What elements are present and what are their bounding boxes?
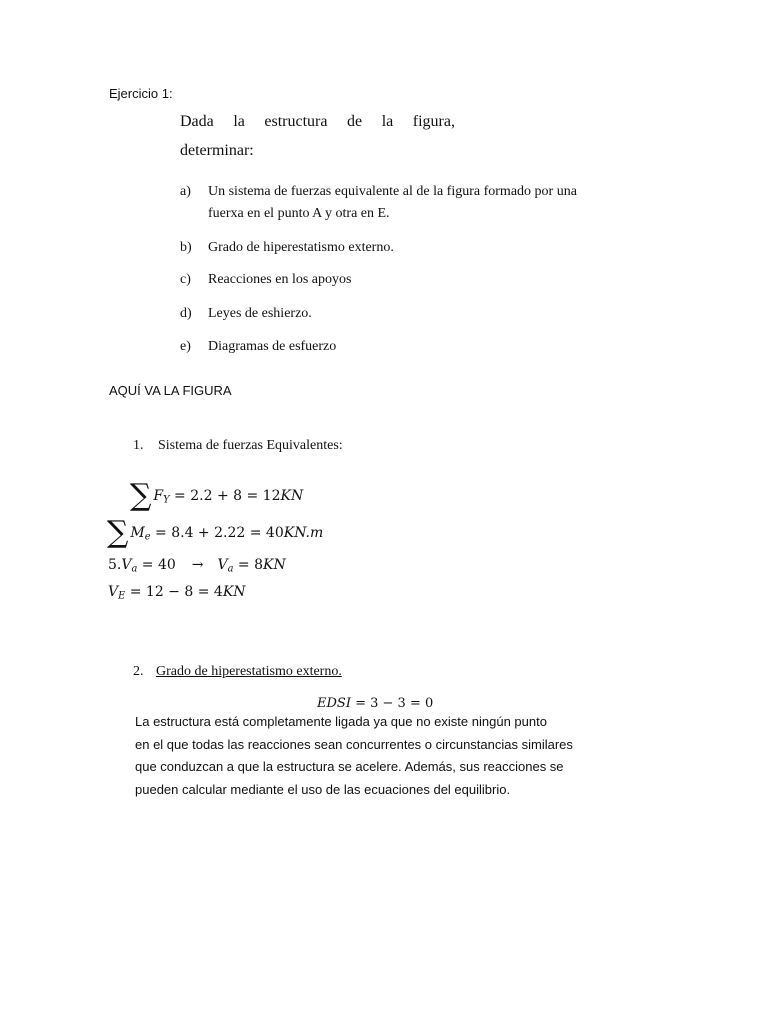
eq-unit: KN [222,584,246,600]
eq-var: V [108,584,119,600]
eq-prefix: 5. [108,557,122,573]
list-letter: b) [180,240,192,255]
sigma-symbol: ∑ [130,478,152,513]
intro-word: la [381,113,394,130]
list-letter: c) [180,272,191,287]
section-2-number: 2. [133,664,144,679]
eq-sub: E [118,590,126,602]
eq-var: F [153,488,164,504]
equation-sum-me [107,515,323,550]
list-text: Grado de hiperestatismo externo. [208,240,394,255]
list-letter: a) [180,184,191,199]
equation-edsi [317,696,433,711]
eq-sub: Y [163,494,170,506]
intro-line-2: determinar: [180,142,254,159]
list-text-continued: fuerxa en el punto A y otra en E. [208,206,390,221]
list-text: Diagramas de esfuerzo [208,339,337,354]
equation-va [108,557,286,574]
eq-rhs: = 40 [137,557,176,573]
eq-rhs: = 2.2 + 8 = 12 [169,488,281,504]
list-letter: d) [180,306,192,321]
eq-sub: e [144,531,151,543]
eq-rhs: = 3 − 3 = 0 [350,696,434,711]
eq-unit: KN [280,488,304,504]
paragraph-line: en el que todas las reacciones sean concurrentes o circunstancias similares [135,736,573,752]
section-2-title: Grado de hiperestatismo externo. [156,664,342,679]
eq-rhs: = 8 [233,557,264,573]
eq-lhs: EDSI [317,696,351,711]
list-text: Un sistema de fuerzas equivalente al de la figura formado por una [208,184,577,199]
exercise-title: Ejercicio 1: [109,86,173,101]
equation-sum-fy [130,478,303,513]
intro-word: figura, [412,113,455,130]
list-text: Reacciones en los apoyos [208,272,352,287]
intro-word: Dada [180,113,214,130]
eq-rhs: = 12 − 8 = 4 [125,584,223,600]
eq-sub: a [227,563,234,575]
intro-line-1 [180,113,455,131]
section-2-paragraph [135,711,595,801]
sigma-symbol: ∑ [107,515,129,550]
eq-var: V [217,557,228,573]
eq-unit: KN [263,557,286,573]
eq-sub: a [131,563,138,575]
figure-placeholder: AQUÍ VA LA FIGURA [109,383,232,398]
eq-rhs: = 8.4 + 2.22 = 40 [150,525,284,541]
eq-unit: KN.m [283,525,324,541]
arrow-icon: → [191,557,204,573]
section-1-number: 1. [133,438,144,453]
equation-ve [108,584,246,601]
paragraph-line: pueden calcular mediante el uso de las ecuaciones del equilibrio. [135,781,511,797]
paragraph-line: La estructura está completamente ligada ya que no existe ningún punto [135,714,547,729]
list-letter: e) [180,339,191,354]
list-text: Leyes de eshierzo. [208,306,312,321]
section-1-title: Sistema de fuerzas Equivalentes: [158,438,343,453]
eq-var: M [130,525,145,541]
eq-var: V [121,557,132,573]
paragraph-line: que conduzcan a que la estructura se acelere. Además, sus reacciones se [135,759,564,774]
intro-word: de [347,113,363,130]
intro-word: la [233,113,245,130]
intro-word: estructura [264,113,328,130]
